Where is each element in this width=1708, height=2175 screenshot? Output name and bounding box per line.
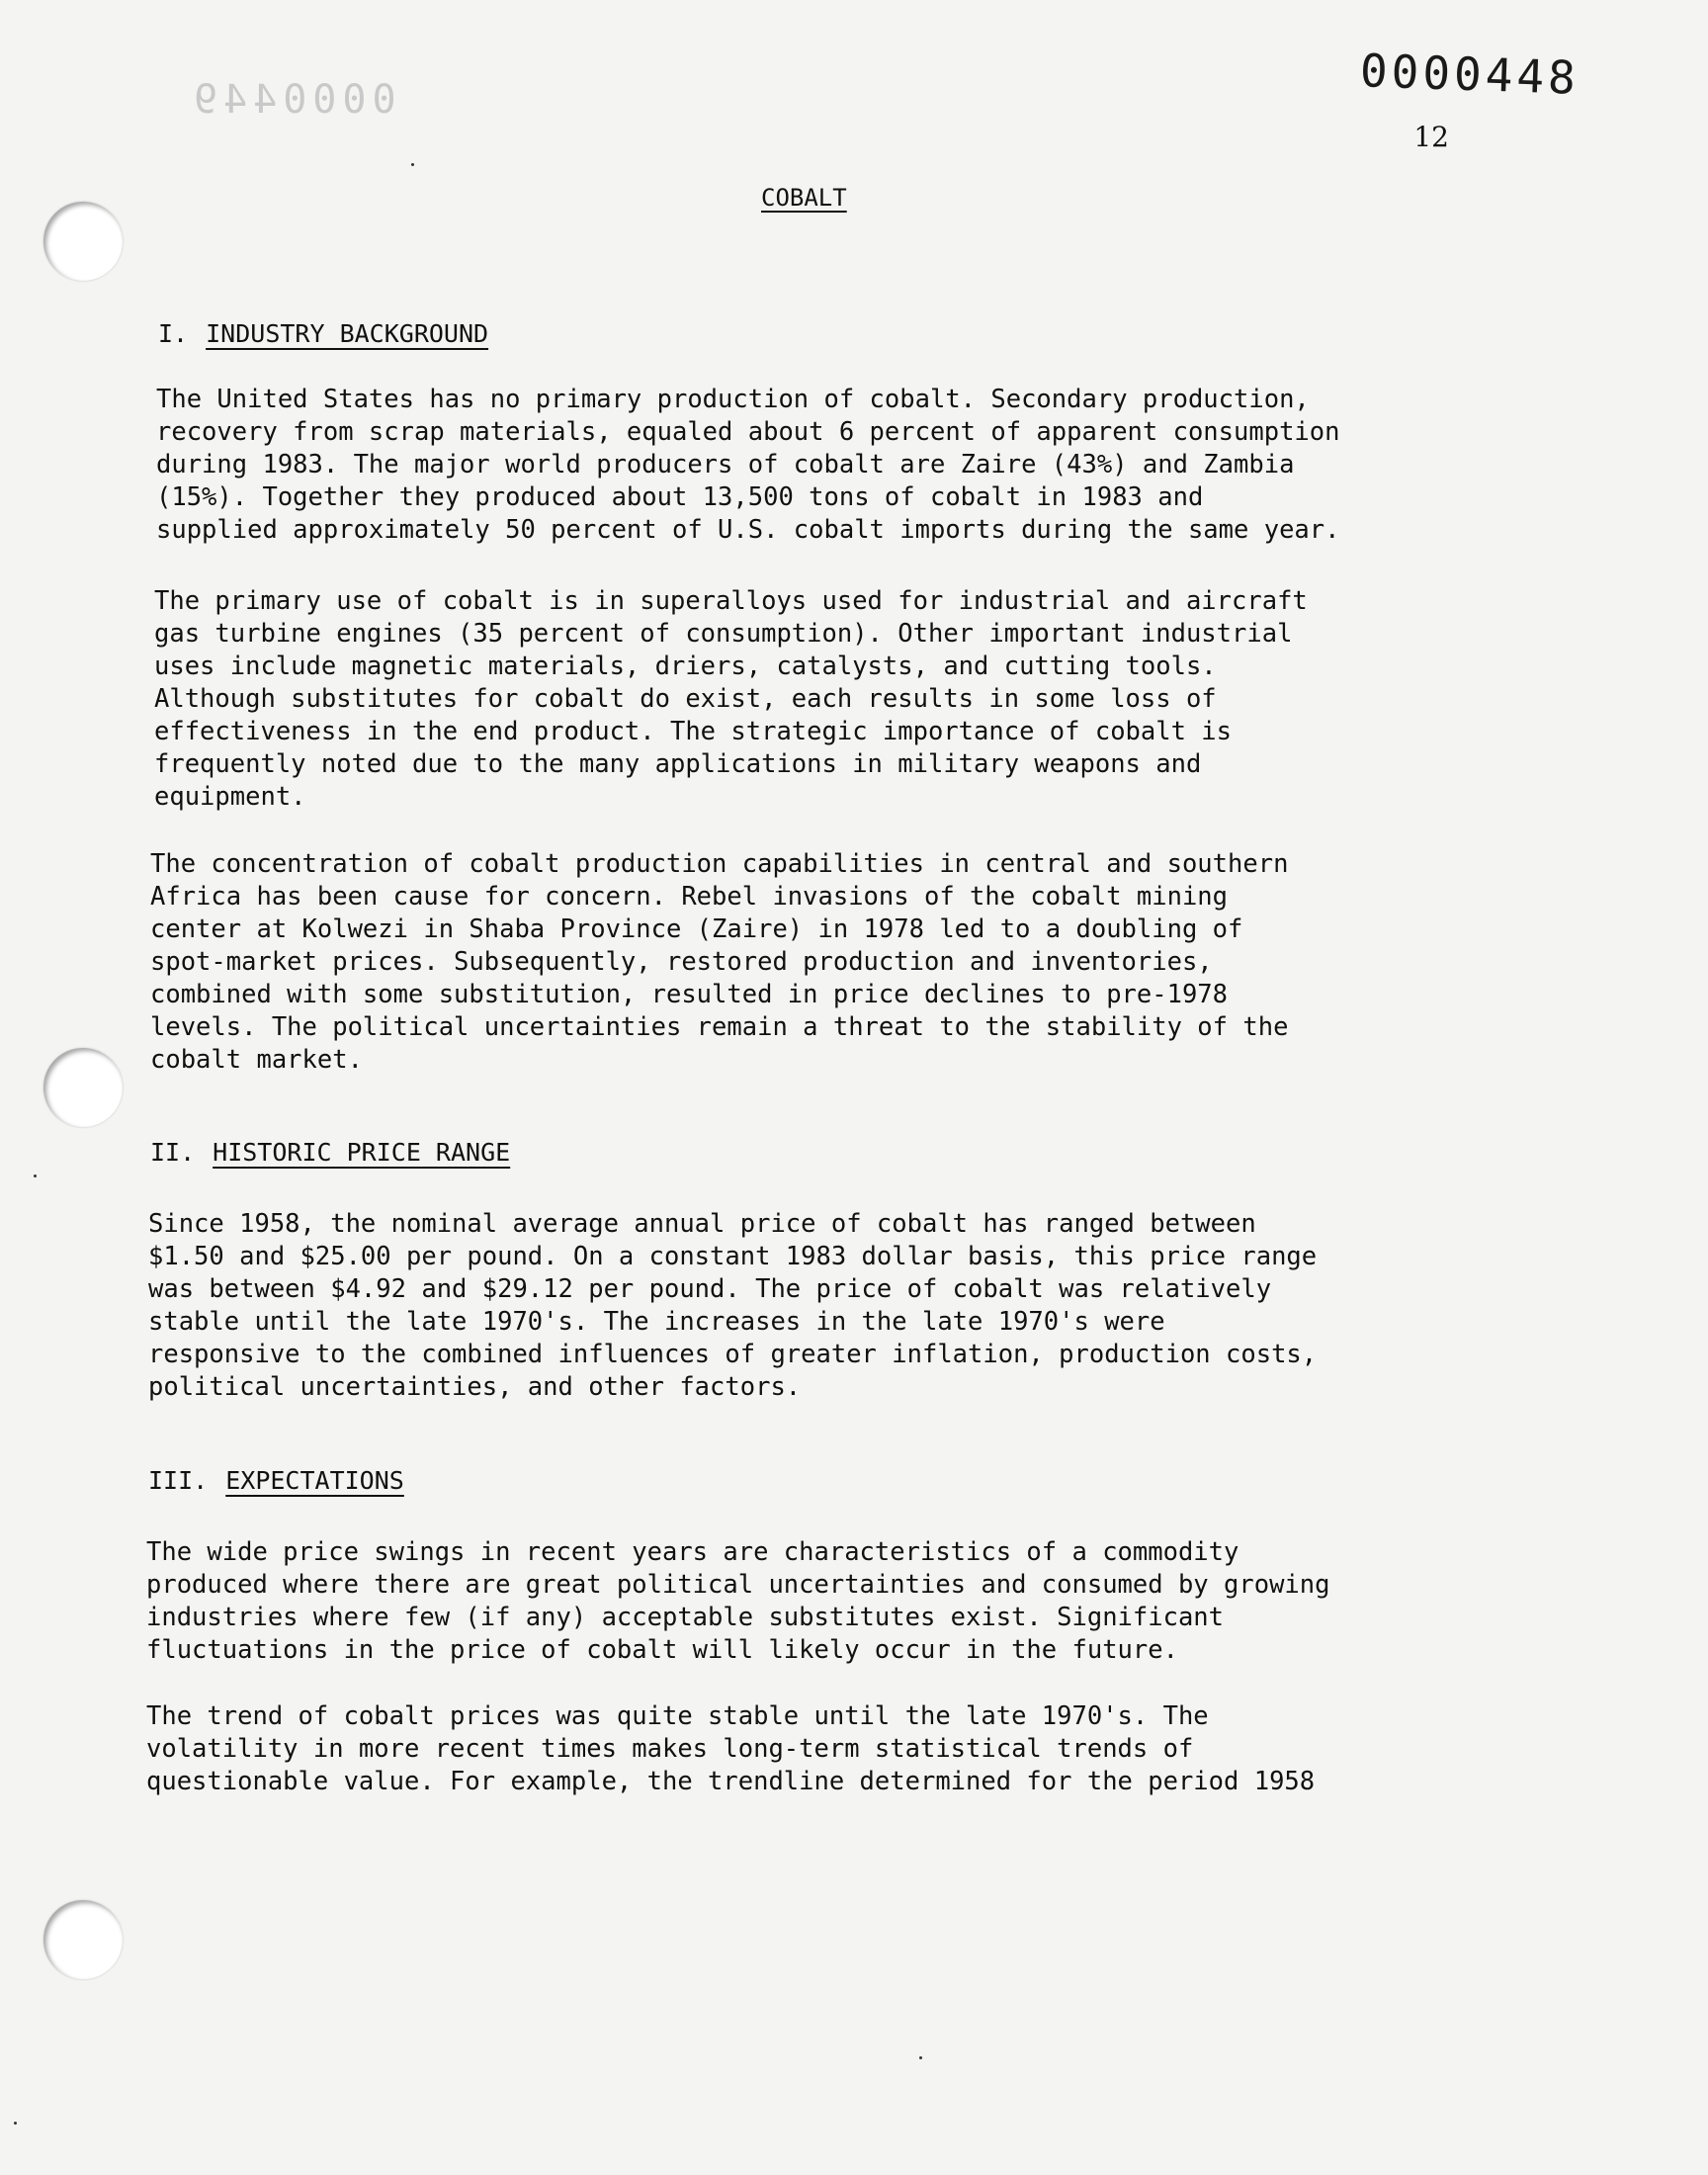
- text-line: The wide price swings in recent years are characteristics of a commodity: [146, 1537, 1239, 1567]
- text-line: (15%). Together they produced about 13,500 tons of cobalt in 1983 and: [156, 482, 1204, 512]
- text-line: combined with some substitution, resulted in price declines to pre-1978: [150, 980, 1229, 1009]
- text-line: cobalt market.: [150, 1045, 363, 1075]
- paragraph-trend: [146, 1700, 1315, 1798]
- section-title: EXPECTATIONS: [225, 1466, 404, 1495]
- text-line: frequently noted due to the many applications in military weapons and: [154, 749, 1202, 779]
- text-line: The United States has no primary production of cobalt. Secondary production,: [156, 385, 1310, 414]
- text-line: gas turbine engines (35 percent of consumption). Other important industrial: [154, 619, 1293, 649]
- paragraph-uses: [154, 585, 1308, 814]
- text-line: fluctuations in the price of cobalt will likely occur in the future.: [146, 1635, 1178, 1665]
- text-line: produced where there are great political uncertainties and consumed by growing: [146, 1570, 1330, 1600]
- bleed-through-number: 0000449: [188, 77, 396, 123]
- text-line: Since 1958, the nominal average annual price of cobalt has ranged between: [148, 1209, 1256, 1239]
- document-title: COBALT: [761, 184, 847, 212]
- paragraph-production: [156, 384, 1339, 547]
- page-number: 12: [1413, 121, 1449, 153]
- text-line: Although substitutes for cobalt do exist, each results in some loss of: [154, 684, 1217, 714]
- text-line: was between $4.92 and $29.12 per pound. The price of cobalt was relatively: [148, 1274, 1272, 1304]
- text-line: volatility in more recent times makes long-term statistical trends of: [146, 1734, 1194, 1764]
- text-line: levels. The political uncertainties remain a threat to the stability of the: [150, 1012, 1289, 1042]
- paragraph-price-swings: [146, 1536, 1329, 1667]
- text-line: center at Kolwezi in Shaba Province (Zaire) in 1978 led to a doubling of: [150, 914, 1243, 944]
- text-line: $1.50 and $25.00 per pound. On a constant 1983 dollar basis, this price range: [148, 1242, 1318, 1271]
- text-line: The trend of cobalt prices was quite stable until the late 1970's. The: [146, 1701, 1209, 1731]
- text-line: spot-market prices. Subsequently, restored production and inventories,: [150, 947, 1213, 977]
- section-number: I.: [158, 319, 189, 348]
- section-title: INDUSTRY BACKGROUND: [206, 319, 489, 348]
- speck: [34, 1174, 37, 1177]
- paragraph-concentration: [150, 848, 1288, 1077]
- text-line: recovery from scrap materials, equaled about 6 percent of apparent consumption: [156, 417, 1340, 447]
- text-line: The primary use of cobalt is in superalloys used for industrial and aircraft: [154, 586, 1308, 616]
- section-number: II.: [150, 1138, 196, 1167]
- section-title: HISTORIC PRICE RANGE: [213, 1138, 511, 1167]
- section-heading-historic-price-range: [150, 1138, 510, 1167]
- text-line: political uncertainties, and other factors.: [148, 1372, 802, 1402]
- section-heading-industry-background: [158, 319, 488, 348]
- paragraph-price-range: [148, 1208, 1317, 1404]
- document-stamp-number: 0000448: [1359, 44, 1580, 105]
- text-line: industries where few (if any) acceptable substitutes exist. Significant: [146, 1603, 1225, 1632]
- text-line: uses include magnetic materials, driers, catalysts, and cutting tools.: [154, 652, 1217, 681]
- text-line: equipment.: [154, 782, 306, 812]
- speck: [411, 163, 414, 166]
- binder-hole-bottom: [43, 1900, 123, 1979]
- text-line: The concentration of cobalt production capabilities in central and southern: [150, 849, 1289, 879]
- text-line: during 1983. The major world producers of cobalt are Zaire (43%) and Zambia: [156, 450, 1295, 479]
- section-heading-expectations: [148, 1466, 404, 1495]
- binder-hole-middle: [43, 1048, 123, 1127]
- speck: [14, 2122, 17, 2125]
- text-line: stable until the late 1970's. The increases in the late 1970's were: [148, 1307, 1165, 1337]
- text-line: effectiveness in the end product. The strategic importance of cobalt is: [154, 717, 1233, 746]
- section-number: III.: [148, 1466, 209, 1495]
- binder-hole-top: [43, 202, 123, 281]
- text-line: questionable value. For example, the trendline determined for the period 1958: [146, 1767, 1316, 1796]
- speck: [919, 2056, 922, 2059]
- text-line: Africa has been cause for concern. Rebel invasions of the cobalt mining: [150, 882, 1229, 912]
- text-line: supplied approximately 50 percent of U.S. cobalt imports during the same year.: [156, 515, 1340, 545]
- text-line: responsive to the combined influences of greater inflation, production costs,: [148, 1340, 1318, 1369]
